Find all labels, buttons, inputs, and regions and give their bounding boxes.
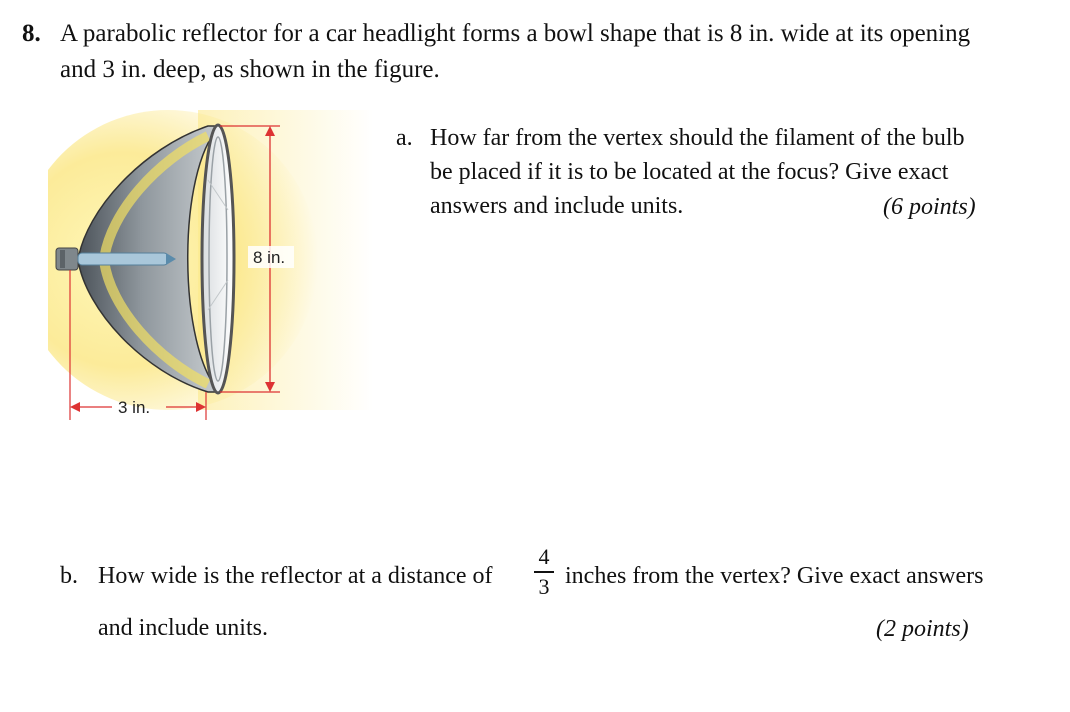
question-stem-line-1: A parabolic reflector for a car headlight forms a bowl shape that is 8 in. wide at its opening <box>60 20 971 47</box>
part-b-line-2: and include units. <box>98 615 268 641</box>
bulb-socket <box>56 248 78 270</box>
headlight-illustration <box>48 100 378 422</box>
depth-arrow-left <box>70 402 80 412</box>
distance-fraction <box>533 546 555 598</box>
headlight-lens <box>202 125 234 393</box>
width-label: 8 in. <box>253 248 286 267</box>
part-a-points: (6 points) <box>883 194 976 220</box>
fraction-bar <box>534 571 554 573</box>
part-b-text-before: How wide is the reflector at a distance of <box>98 563 493 589</box>
question-stem-line-2: and 3 in. deep, as shown in the figure. <box>60 56 440 83</box>
part-a-line-1: How far from the vertex should the filament of the bulb <box>430 125 965 151</box>
headlight-figure <box>48 100 378 422</box>
depth-label: 3 in. <box>118 398 151 417</box>
part-a-line-3: answers and include units. <box>430 193 684 219</box>
question-number: 8. <box>22 20 41 47</box>
part-b-points: (2 points) <box>876 616 969 642</box>
part-a-letter: a. <box>396 125 413 151</box>
fraction-denominator: 3 <box>538 573 550 599</box>
part-b-text-after: inches from the vertex? Give exact answers <box>565 563 984 589</box>
bulb-socket-detail <box>60 250 65 268</box>
part-b-letter: b. <box>60 563 78 589</box>
part-a-line-2: be placed if it is to be located at the focus? Give exact <box>430 159 949 185</box>
fraction-numerator: 4 <box>538 544 550 569</box>
bulb-glass <box>78 253 168 265</box>
